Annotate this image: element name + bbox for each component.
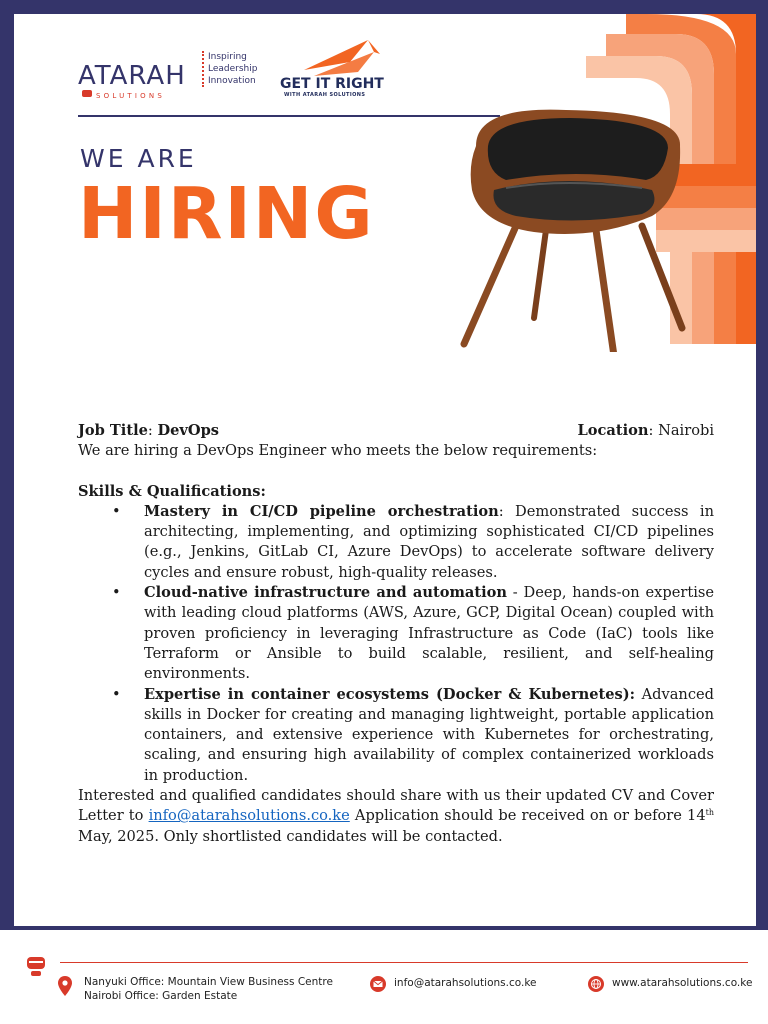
atarah-logo bbox=[78, 48, 200, 104]
we-are-heading: WE ARE bbox=[80, 144, 197, 173]
footer-email[interactable]: info@atarahsolutions.co.ke bbox=[394, 977, 537, 989]
footer-website[interactable]: www.atarahsolutions.co.ke bbox=[612, 977, 753, 989]
bullet-icon: • bbox=[112, 584, 121, 602]
slogan-subtitle: WITH ATARAH SOLUTIONS bbox=[284, 92, 366, 98]
job-meta-row bbox=[78, 421, 714, 441]
skill-title: Expertise in container ecosystems (Docker & Kubernetes): bbox=[144, 685, 636, 703]
logo-wordmark: ATARAH bbox=[78, 61, 186, 91]
bullet-icon: • bbox=[112, 685, 121, 703]
flyer-page bbox=[14, 14, 756, 926]
location-label: Location bbox=[577, 422, 649, 439]
email-icon bbox=[370, 976, 386, 992]
location-pin-icon bbox=[58, 976, 72, 996]
job-title-label: Job Title bbox=[78, 422, 148, 439]
list-item bbox=[112, 583, 714, 684]
logo-subword: SOLUTIONS bbox=[96, 92, 165, 100]
job-intro: We are hiring a DevOps Engineer who meets the below requirements: bbox=[78, 442, 598, 460]
location-value: Nairobi bbox=[658, 422, 714, 439]
office-nairobi: Nairobi Office: Garden Estate bbox=[84, 990, 238, 1002]
chair-image bbox=[446, 106, 686, 352]
list-item bbox=[112, 685, 714, 786]
logo-tagline bbox=[202, 51, 257, 87]
office-nanyuki: Nanyuki Office: Mountain View Business Centre bbox=[84, 976, 333, 988]
slogan-title: GET IT RIGHT bbox=[280, 76, 384, 92]
footer-divider bbox=[60, 962, 748, 963]
skills-heading: Skills & Qualifications: bbox=[78, 482, 266, 500]
location-line: Location: Nairobi bbox=[577, 422, 714, 439]
header-divider bbox=[78, 115, 500, 117]
bullet-icon: • bbox=[112, 502, 121, 520]
skill-text: - Deep, hands-on expertise with leading cloud platforms (AWS, Azure, GCP, Digital Ocean) coupled with proven proficiency in leveraging Infrastructure as Code (IaC) tools like Terraform or Ansible to build scalable, resilient, and self-healing environments. bbox=[144, 584, 714, 683]
list-item: • Mastery in CI/CD pipeline orchestration: Demonstrated success in architecting, implementing, and optimizing sophisticated CI/CD pipelines (e.g., Jenkins, GitLab CI, Azure DevOps) to accelerate software delivery cycles and ensure robust, high-quality releases. bbox=[112, 502, 714, 581]
application-instructions: Interested and qualified candidates should share with us their updated CV and Cover Letter to info@atarahsolutions.co.ke Application should be received on or before 14th May, 2025. Only shortlisted candidates will be contacted. bbox=[78, 787, 714, 845]
job-description bbox=[78, 421, 714, 847]
tagline-line-3: Innovation bbox=[208, 76, 256, 86]
job-title-line: Job Title: DevOps bbox=[78, 422, 220, 439]
tagline-line-1: Inspiring bbox=[208, 52, 247, 62]
skill-title: Cloud-native infrastructure and automation bbox=[144, 584, 507, 602]
tagline-line-2: Leadership bbox=[208, 64, 258, 74]
globe-icon bbox=[588, 976, 604, 992]
apply-email-link[interactable]: info@atarahsolutions.co.ke bbox=[148, 807, 350, 825]
skill-text: Demonstrated success in architecting, implementing, and optimizing sophisticated CI/CD pipelines (e.g., Jenkins, GitLab CI, Azure DevOps) to accelerate software delivery cycles and ensure robust, high-quality releases. bbox=[144, 502, 714, 581]
office-addresses bbox=[84, 975, 333, 1003]
atarah-mark-icon bbox=[26, 956, 46, 978]
skill-text: Advanced skills in Docker for creating and managing lightweight, portable application containers, and extensive experience with Kubernetes for orchestrating, scaling, and ensuring high availability of complex containerized workloads in production. bbox=[144, 685, 714, 784]
hiring-heading: HIRING bbox=[78, 172, 375, 255]
skills-list bbox=[78, 502, 714, 786]
job-title-value: DevOps bbox=[157, 422, 220, 439]
skill-title: Mastery in CI/CD pipeline orchestration bbox=[144, 502, 499, 520]
